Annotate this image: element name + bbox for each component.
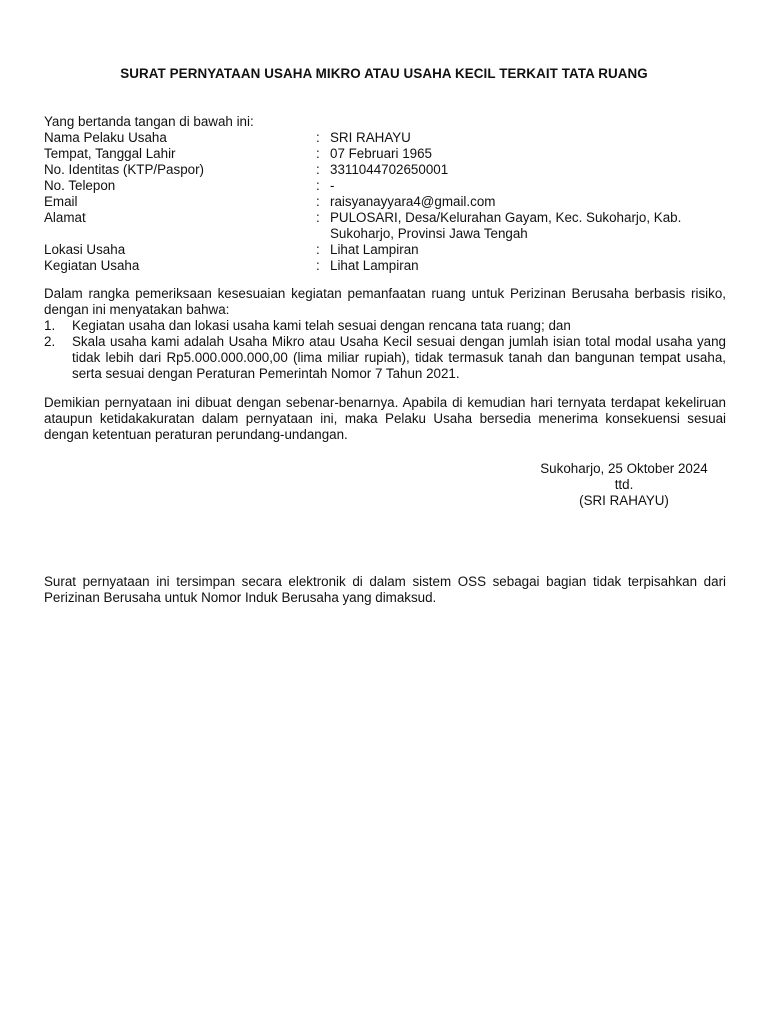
footer-note: Surat pernyataan ini tersimpan secara elektronik di dalam sistem OSS sebagai bagian tidak terpisahkan dari Perizinan Berusaha untuk Nomor Induk Berusaha yang dimaksud. (44, 574, 726, 605)
field-label: Email (44, 194, 78, 209)
field-row-identitas (44, 162, 734, 178)
field-value: SRI RAHAYU (330, 130, 411, 145)
list-number: 1. (44, 318, 56, 333)
field-row-kegiatan (44, 258, 734, 274)
field-value: Lihat Lampiran (330, 242, 419, 257)
field-colon: : (316, 242, 320, 257)
statement-list (44, 318, 726, 382)
signature-place-date: Sukoharjo, 25 Oktober 2024 (540, 461, 708, 476)
field-colon: : (316, 210, 320, 225)
field-label: Alamat (44, 210, 86, 225)
list-number: 2. (44, 334, 56, 349)
field-colon: : (316, 258, 320, 273)
field-label: Nama Pelaku Usaha (44, 130, 167, 145)
field-value: 07 Februari 1965 (330, 146, 432, 161)
field-colon: : (316, 178, 320, 193)
signature-name: (SRI RAHAYU) (579, 493, 669, 508)
statement-intro-paragraph: Dalam rangka pemeriksaan kesesuaian kegiatan pemanfaatan ruang untuk Perizinan Berusaha berbasis risiko, dengan ini menyatakan bahwa: (44, 286, 726, 317)
field-row-alamat (44, 210, 734, 242)
list-text: Skala usaha kami adalah Usaha Mikro atau Usaha Kecil sesuai dengan jumlah isian total modal usaha yang tidak lebih dari Rp5.000.000.000,00 (lima miliar rupiah), tidak termasuk tanah dan bangunan tempat usaha, serta sesuai dengan Peraturan Pemerintah Nomor 7 Tahun 2021. (72, 334, 726, 381)
field-value: PULOSARI, Desa/Kelurahan Gayam, Kec. Sukoharjo, Kab. Sukoharjo, Provinsi Jawa Tengah (330, 210, 682, 241)
closing-paragraph: Demikian pernyataan ini dibuat dengan sebenar-benarnya. Apabila di kemudian hari ternyata terdapat kekeliruan ataupun ketidakakuratan dalam pernyataan ini, maka Pelaku Usaha bersedia menerima konsekuensi sesuai dengan ketentuan peraturan perundang-undangan. (44, 395, 726, 442)
list-item (44, 318, 726, 334)
field-row-lokasi (44, 242, 734, 258)
field-value: 3311044702650001 (330, 162, 449, 177)
signature-ttd: ttd. (614, 477, 634, 492)
intro-text: Yang bertanda tangan di bawah ini: (44, 114, 254, 129)
document-title: SURAT PERNYATAAN USAHA MIKRO ATAU USAHA KECIL TERKAIT TATA RUANG (120, 66, 648, 81)
field-value: raisyanayyara4@gmail.com (330, 194, 496, 209)
field-colon: : (316, 130, 320, 145)
field-row-nama (44, 130, 734, 146)
field-colon: : (316, 162, 320, 177)
field-label: No. Telepon (44, 178, 116, 193)
field-label: Kegiatan Usaha (44, 258, 140, 273)
field-label: No. Identitas (KTP/Paspor) (44, 162, 205, 177)
list-text: Kegiatan usaha dan lokasi usaha kami telah sesuai dengan rencana tata ruang; dan (72, 318, 571, 333)
list-item (44, 334, 726, 382)
field-row-ttl (44, 146, 734, 162)
field-value: - (330, 178, 335, 193)
field-row-telepon (44, 178, 734, 194)
field-label: Tempat, Tanggal Lahir (44, 146, 176, 161)
field-label: Lokasi Usaha (44, 242, 126, 257)
identity-fields (44, 130, 734, 274)
field-colon: : (316, 146, 320, 161)
field-value: Lihat Lampiran (330, 258, 419, 273)
field-row-email (44, 194, 734, 210)
field-colon: : (316, 194, 320, 209)
signature-block (524, 461, 724, 509)
